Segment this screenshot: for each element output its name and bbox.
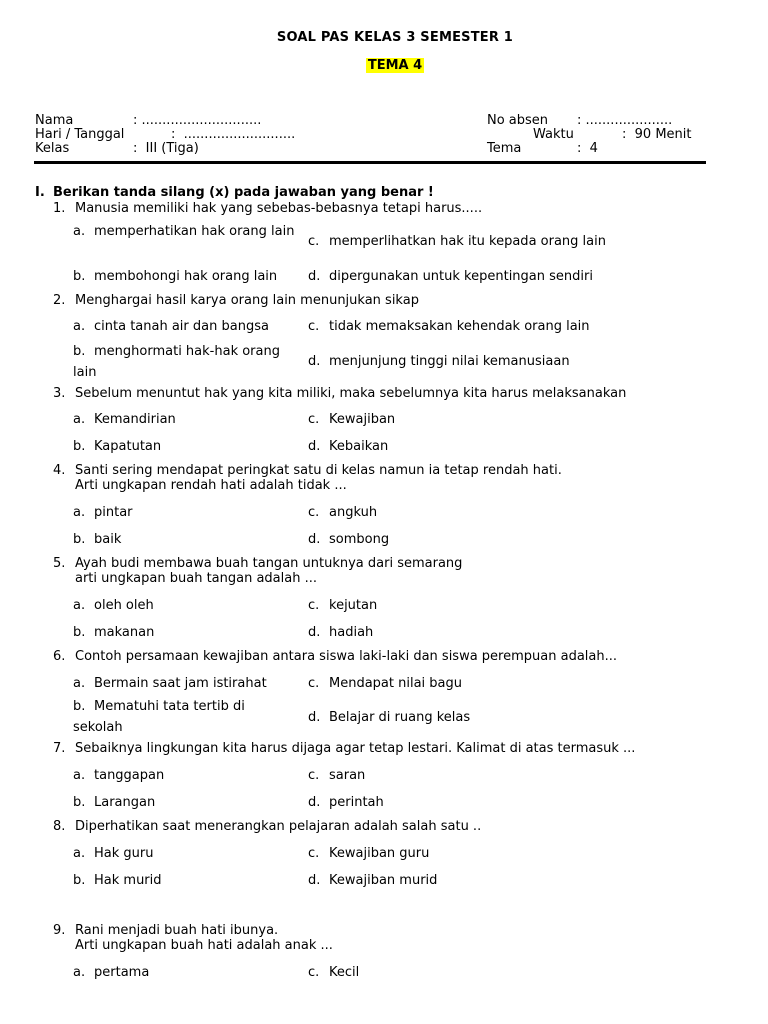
option-letter: b. [73,699,86,714]
option-text: Kecil [329,965,360,980]
option-text: tidak memaksakan kehendak orang lain [329,319,590,334]
option-letter: a. [73,412,86,427]
option-1a [73,221,298,242]
option-text: hadiah [329,625,374,640]
option-8c [308,843,429,864]
option-letter: b. [73,873,86,888]
nama-label: Nama [35,113,74,128]
option-6c [308,673,462,694]
option-8a [73,843,153,864]
option-3c [308,409,395,430]
option-text: memperlihatkan hak itu kepada orang lain [329,234,606,249]
option-text: Bermain saat jam istirahat [94,676,267,691]
option-text: tanggapan [94,768,165,783]
question-number: 8. [53,819,66,834]
option-text: menghormati hak-hak orang lain [73,344,280,380]
option-8b [73,870,162,891]
option-9a [73,962,149,983]
option-letter: d. [308,532,321,547]
question-text-line2: Arti ungkapan rendah hati adalah tidak ... [75,478,347,493]
option-letter: a. [73,676,86,691]
option-3d [308,436,388,457]
option-7b [73,792,155,813]
option-letter: a. [73,505,86,520]
question-3 [53,386,626,401]
question-8 [53,819,481,834]
option-text: memperhatikan hak orang lain [94,224,295,239]
option-letter: a. [73,965,86,980]
question-4 [53,463,562,493]
option-4b [73,529,121,550]
question-text: Rani menjadi buah hati ibunya. [75,923,279,938]
subtitle-highlight: TEMA 4 [367,58,423,73]
waktu-label: Waktu [533,127,574,142]
question-number: 4. [53,463,66,478]
option-2d [308,351,570,372]
option-text: angkuh [329,505,378,520]
option-letter: b. [73,625,86,640]
option-text: makanan [94,625,155,640]
option-2c [308,316,590,337]
option-text: Kewajiban murid [329,873,438,888]
option-letter: c. [308,412,320,427]
absen-value: : ..................... [577,113,673,128]
option-1b [73,266,277,287]
question-number: 6. [53,649,66,664]
question-text: Diperhatikan saat menerangkan pelajaran adalah salah satu .. [75,819,482,834]
option-letter: c. [308,598,320,613]
option-6d [308,707,470,728]
question-text: Sebelum menuntut hak yang kita miliki, maka sebelumnya kita harus melaksanakan [75,386,627,401]
question-7 [53,741,635,756]
option-letter: c. [308,768,320,783]
option-5c [308,595,377,616]
option-text: perintah [329,795,384,810]
option-letter: b. [73,344,86,359]
option-letter: c. [308,676,320,691]
question-6 [53,649,617,664]
option-text: Hak murid [94,873,162,888]
option-letter: a. [73,846,86,861]
question-text: Manusia memiliki hak yang sebebas-bebasnya tetapi harus..... [75,201,483,216]
option-4a [73,502,133,523]
question-text: Ayah budi membawa buah tangan untuknya dari semarang [75,556,463,571]
option-text: baik [94,532,122,547]
option-letter: d. [308,795,321,810]
tema-value: : 4 [577,141,598,156]
option-letter: c. [308,234,320,249]
question-5 [53,556,462,586]
option-letter: c. [308,319,320,334]
section-heading [35,185,434,200]
option-letter: c. [308,965,320,980]
option-letter: d. [308,439,321,454]
question-text: Contoh persamaan kewajiban antara siswa laki-laki dan siswa perempuan adalah... [75,649,618,664]
question-number: 9. [53,923,66,938]
option-text: pertama [94,965,150,980]
option-letter: b. [73,269,86,284]
option-letter: c. [308,505,320,520]
option-6a [73,673,267,694]
question-text-line2: arti ungkapan buah tangan adalah ... [75,571,317,586]
question-9 [53,923,333,953]
option-text: Belajar di ruang kelas [329,710,471,725]
option-text: Larangan [94,795,156,810]
option-5d [308,622,373,643]
option-letter: d. [308,269,321,284]
nama-value: : ............................. [133,113,262,128]
option-letter: b. [73,532,86,547]
tema-label: Tema [487,141,522,156]
option-8d [308,870,437,891]
option-text: pintar [94,505,133,520]
option-3a [73,409,176,430]
question-number: 3. [53,386,66,401]
document-title: SOAL PAS KELAS 3 SEMESTER 1 [276,30,514,45]
option-text: sombong [329,532,390,547]
option-text: Kebaikan [329,439,389,454]
option-text: Kewajiban guru [329,846,430,861]
question-1 [53,201,482,216]
option-5b [73,622,154,643]
question-text: Santi sering mendapat peringkat satu di kelas namun ia tetap rendah hati. [75,463,562,478]
option-4d [308,529,389,550]
option-1d [308,266,593,287]
option-text: cinta tanah air dan bangsa [94,319,269,334]
option-letter: c. [308,846,320,861]
option-letter: a. [73,768,86,783]
question-number: 2. [53,293,66,308]
option-text: dipergunakan untuk kepentingan sendiri [329,269,593,284]
option-letter: d. [308,710,321,725]
header-divider [34,161,706,164]
option-text: saran [329,768,366,783]
question-2 [53,293,419,308]
option-letter: b. [73,439,86,454]
option-letter: a. [73,598,86,613]
option-text: menjunjung tinggi nilai kemanusiaan [329,354,570,369]
option-9c [308,962,359,983]
section-instruction: Berikan tanda silang (x) pada jawaban yang benar ! [53,185,434,200]
option-letter: b. [73,795,86,810]
option-letter: a. [73,224,86,239]
absen-label: No absen [487,113,549,128]
option-1c [308,231,606,252]
option-5a [73,595,154,616]
option-text: Kewajiban [329,412,396,427]
option-letter: d. [308,873,321,888]
question-text-line2: Arti ungkapan buah hati adalah anak ... [75,938,333,953]
option-text: Hak guru [94,846,154,861]
question-text: Sebaiknya lingkungan kita harus dijaga agar tetap lestari. Kalimat di atas termasuk ... [75,741,636,756]
option-letter: d. [308,625,321,640]
document-subtitle [0,58,768,73]
waktu-value: : 90 Menit [622,127,692,142]
option-7c [308,765,365,786]
option-text: Kapatutan [94,439,162,454]
hari-label: Hari / Tanggal [35,127,125,142]
option-text: Mendapat nilai bagu [329,676,463,691]
option-letter: a. [73,319,86,334]
option-text: Mematuhi tata tertib di sekolah [73,699,245,735]
question-text: Menghargai hasil karya orang lain menunjukan sikap [75,293,419,308]
question-number: 5. [53,556,66,571]
option-text: oleh oleh [94,598,154,613]
option-text: kejutan [329,598,378,613]
kelas-label: Kelas [35,141,70,156]
option-text: membohongi hak orang lain [94,269,278,284]
option-2b [73,341,298,383]
question-number: 1. [53,201,66,216]
option-4c [308,502,377,523]
kelas-value: : III (Tiga) [133,141,199,156]
option-6b [73,696,298,738]
option-3b [73,436,161,457]
section-number: I. [35,185,45,200]
option-7a [73,765,164,786]
option-2a [73,316,269,337]
option-text: Kemandirian [94,412,176,427]
option-7d [308,792,384,813]
option-letter: d. [308,354,321,369]
hari-value: : ........................... [171,127,296,142]
question-number: 7. [53,741,66,756]
